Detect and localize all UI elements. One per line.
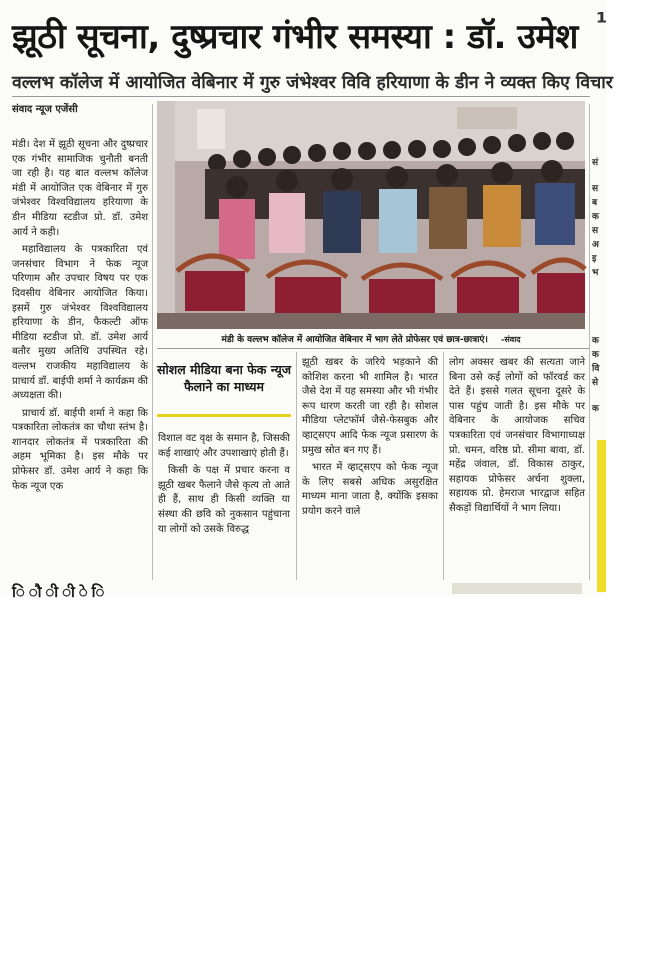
fragment-letter: क <box>592 404 599 414</box>
fragment-letter: भ <box>592 268 599 278</box>
article-paragraph: भारत में व्हाट्सएप को फेक न्यूज के लिए सबसे अधिक असुरक्षित माध्यम माना जाता है, क्योंकि इसका प्रयोग करने वाले <box>302 462 438 517</box>
cut-off-box <box>452 583 582 594</box>
article-paragraph: लोग अक्सर खबर की सत्यता जाने बिना उसे कई लोगों को फॉरवर्ड कर देते हैं। इससे गलत सूचना दूसरे के पास पहुंच जाती है। इस मौके पर वेबिनार के आयोजक सचिव पत्रकारिता एवं जनसंचार विभागाध्यक्ष प्रो. चमन, वरिष्ठ प्रो. सीमा बावा, डॉ. महेंद्र जंवाल, डॉ. विकास ठाकुर, सहायक प्रोफेसर अर्चना शुक्ला, सहायक प्रो. हेमराज भारद्वाज सहित सैकड़ों विद्यार्थियों ने भाग लिया। <box>449 357 585 514</box>
article-column-2 <box>158 432 290 540</box>
article-column-4 <box>449 356 585 520</box>
article-paragraph: मंडी। देश में झूठी सूचना और दुष्प्रचार एक गंभीर सामाजिक चुनौती बनती जा रही है। यह बात वल्लभ कॉलेज मंडी में आयोजित एक वेबिनार में गुरु जंभेश्वर विश्वविद्यालय हरियाणा के डीन मीडिया स्टडीज प्रो. डॉ. उमेश आर्य ने कही। <box>12 139 148 238</box>
headline: झूठी सूचना, दुष्प्रचार गंभीर समस्या : डॉ. उमेश <box>12 17 578 57</box>
subheadline: वल्लभ कॉलेज में आयोजित वेबिनार में गुरु जंभेश्वर विवि हरियाणा के डीन ने व्यक्त किए विचार <box>12 73 613 93</box>
headline-divider <box>12 96 590 97</box>
column-rule <box>152 104 153 580</box>
article-column-3 <box>302 356 438 523</box>
cut-off-next-headline: ि ौ ी ी े ि <box>12 583 105 601</box>
column-rule <box>589 104 590 580</box>
fragment-letter: ब <box>592 198 598 208</box>
byline: संवाद न्यूज एजेंसी <box>12 104 78 115</box>
adjacent-yellow-stripe <box>597 440 606 592</box>
fragment-letter: से <box>592 378 599 388</box>
photo-caption-text: मंडी के वल्लभ कॉलेज में आयोजित वेबिनार में भाग लेते प्रोफेसर एवं छात्र-छात्राएं। <box>221 335 488 345</box>
highlight-box-title: सोशल मीडिया बना फेक न्यूज फैलाने का माध्यम <box>157 362 291 394</box>
fragment-letter: अ <box>592 240 599 250</box>
caption-divider <box>157 348 590 349</box>
article-column-1 <box>12 138 148 497</box>
fragment-letter: क <box>592 212 599 222</box>
article-paragraph: विशाल वट वृक्ष के समान है, जिसकी कई शाखाएं और उपशाखाएं होती हैं। <box>158 433 290 459</box>
fragment-letter: वि <box>592 364 600 374</box>
event-photo <box>157 101 585 329</box>
article-paragraph: किसी के पक्ष में प्रचार करना व झूठी खबर फैलाने जैसे कृत्य तो आते ही हैं, साथ ही किसी व्यक्ति या संस्था की छवि को नुकसान पहुंचाना या लोगों को उसके विरुद्ध <box>158 465 290 535</box>
article-paragraph: महाविद्यालय के पत्रकारिता एवं जनसंचार विभाग ने फेक न्यूज परिणाम और उपचार विषय पर एक दिवसीय वेबिनार आयोजित किया। इसमें गुरु जंभेश्वर विश्वविद्यालय हरियाणा के डीन, फैकल्टी ऑफ मीडिया स्टडीज प्रो. डॉ. उमेश आर्य बतौर मुख्य अतिथि उपस्थित रहे। वल्लभ राजकीय महाविद्यालय के प्राचार्य डॉ. बाईपी शर्मा ने कार्यक्रम की अध्यक्षता की। <box>12 244 148 402</box>
fragment-letter: सं <box>592 158 599 168</box>
photo-credit: -संवाद <box>501 335 521 344</box>
fragment-letter: क <box>592 350 599 360</box>
column-rule <box>296 352 297 580</box>
highlight-box <box>157 361 291 417</box>
column-rule <box>443 352 444 580</box>
article-paragraph: प्राचार्य डॉ. बाईपी शर्मा ने कहा कि पत्रकारिता लोकतंत्र का चौथा स्तंभ है। शानदार लोकतंत्र में पत्रकारिता की अहम भूमिका है। इस मौके पर प्रोफेसर डॉ. उमेश आर्य ने कहा कि फेक न्यूज एक <box>12 407 148 492</box>
adjacent-article-fragment-bottom <box>592 334 604 416</box>
fragment-letter: स <box>592 184 599 194</box>
article-paragraph: झूठी खबर के जरिये भड़काने की कोशिश करना भी शामिल है। भारत जैसे देश में यह समस्या और भी गंभीर रूप धारण करती जा रही है। सोशल मीडिया प्लेटफॉर्म जैसे-फेसबुक और व्हाट्सएप आदि फेक न्यूज प्रसारण के प्रमुख स्रोत बन गए हैं। <box>302 357 438 456</box>
audience-photo-illustration <box>157 101 585 329</box>
fragment-letter: इ <box>592 254 597 264</box>
fragment-letter: स <box>592 226 599 236</box>
fragment-letter: क <box>592 336 599 346</box>
adjacent-article-fragment-top <box>592 156 604 280</box>
photo-caption <box>157 332 585 345</box>
highlight-accent-bar <box>157 414 291 417</box>
headline-edge-fragment: ¹ <box>596 8 608 38</box>
